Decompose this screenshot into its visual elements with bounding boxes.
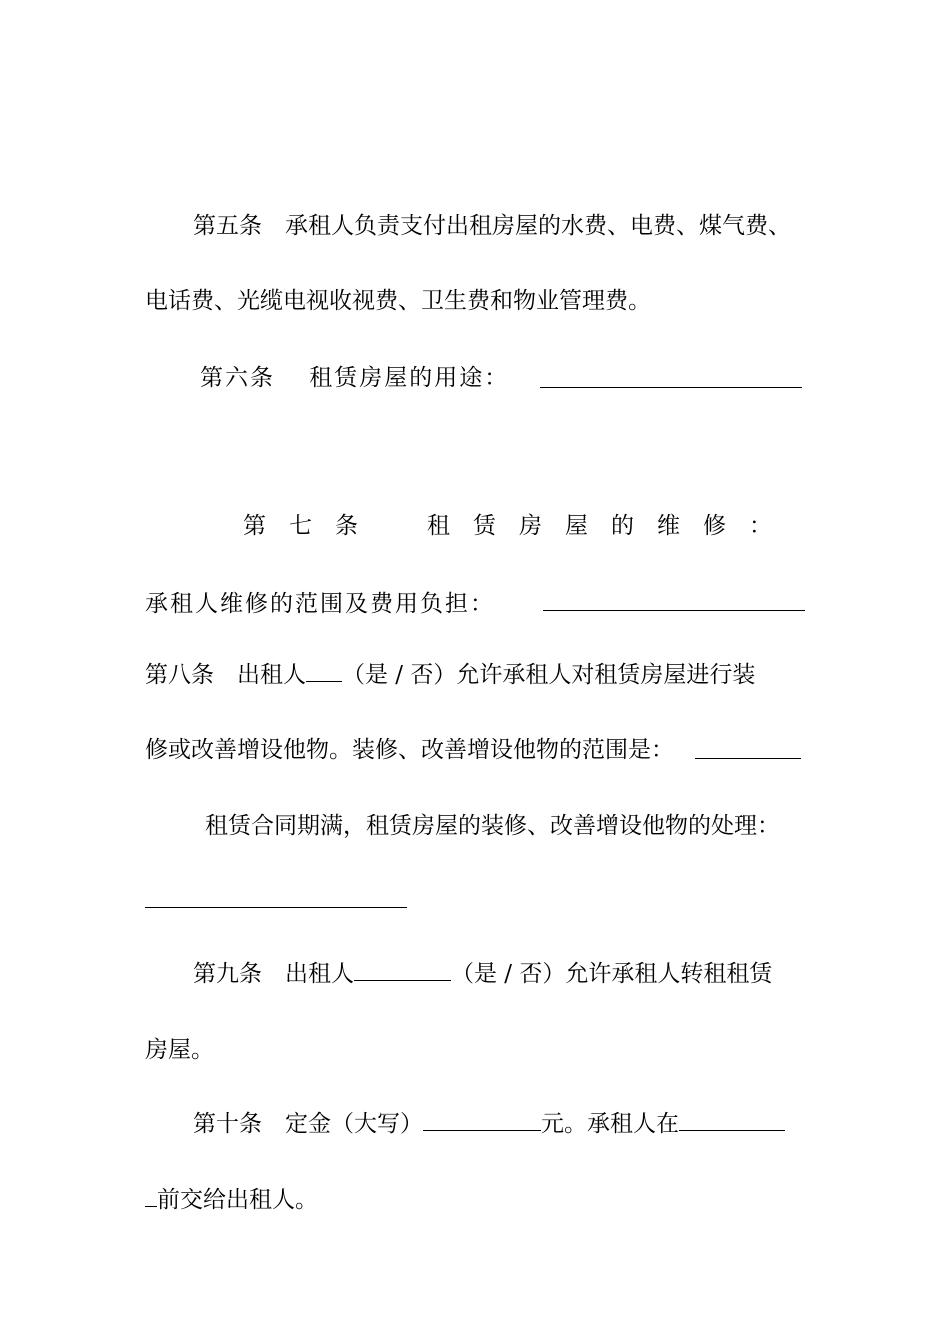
article-7-repair-blank <box>543 610 805 611</box>
article-7-line-2: 承租人维修的范围及费用负担： <box>145 591 495 617</box>
article-6-label: 第六条 租赁房屋的用途： <box>200 365 510 391</box>
article-9-suffix: （是 / 否）允许承租人转租租赁 <box>451 961 773 987</box>
article-10-line-1 <box>193 1108 873 1139</box>
article-9-line-1 <box>193 958 873 989</box>
article-5-line-1: 第五条 承租人负责支付出租房屋的水费、电费、煤气费、 <box>193 213 791 239</box>
article-8-suffix: （是 / 否）允许承租人对租赁房屋进行装 <box>342 662 756 688</box>
article-9-yesno-blank <box>354 958 451 981</box>
article-10-date-blank-cont <box>145 1184 157 1207</box>
article-10-line-2 <box>145 1184 825 1215</box>
article-7-label: 第 七 条 租 赁 房 屋 的 维 修 ： <box>243 513 772 539</box>
article-9-prefix: 第九条 出租人 <box>193 961 354 987</box>
article-8-line-1 <box>145 659 825 690</box>
article-8-yesno-blank <box>306 659 342 682</box>
article-10-date-blank <box>679 1108 785 1131</box>
article-8-prefix: 第八条 出租人 <box>145 662 306 688</box>
article-8-handling-blank <box>145 907 407 908</box>
article-10-prefix: 第十条 定金（大写） <box>193 1111 423 1137</box>
article-5-line-2: 电话费、光缆电视收视费、卫生费和物业管理费。 <box>145 288 651 314</box>
article-10-end: 前交给出租人。 <box>157 1187 318 1213</box>
article-9-line-2: 房屋。 <box>145 1037 214 1063</box>
article-8-line-2: 修或改善增设他物。装修、改善增设他物的范围是： <box>145 737 674 763</box>
article-10-amount-blank <box>423 1108 541 1131</box>
article-8-line-3: 租赁合同期满，租赁房屋的装修、改善增设他物的处理： <box>205 813 780 839</box>
article-10-middle: 元。承租人在 <box>541 1111 679 1137</box>
article-8-scope-blank <box>695 758 801 759</box>
article-6-purpose-blank <box>540 387 802 388</box>
